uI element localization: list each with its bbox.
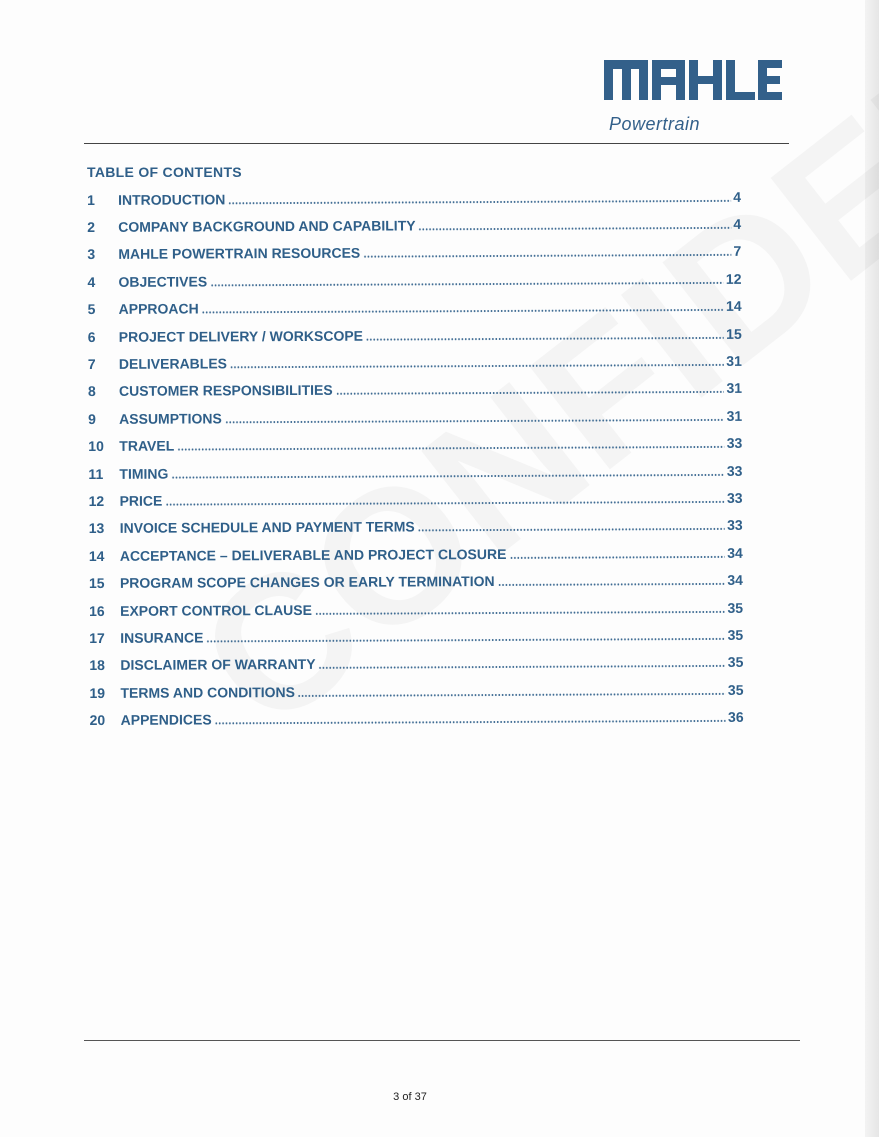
toc-entry-number: 17: [89, 629, 105, 646]
toc-entry-page: 15: [726, 325, 742, 342]
toc-entry-label: INTRODUCTION: [118, 191, 226, 208]
page-number: 3 of 37: [393, 1091, 427, 1103]
toc-entry-number: 19: [89, 684, 106, 701]
toc-entry-label: PRICE: [119, 492, 163, 509]
header-divider: [84, 143, 789, 144]
toc-entry-number: 10: [88, 438, 104, 455]
mahle-logo: [604, 58, 782, 102]
toc-entry-number: 5: [87, 301, 96, 318]
toc-entry[interactable]: [87, 210, 741, 241]
toc-dot-leader: [228, 199, 731, 205]
toc-entry-label: MAHLE POWERTRAIN RESOURCES: [118, 245, 361, 263]
toc-entry-page: 33: [726, 489, 743, 506]
toc-entry[interactable]: [88, 402, 742, 433]
toc-entry-number: 15: [88, 575, 105, 592]
toc-entry-label: INVOICE SCHEDULE AND PAYMENT TERMS: [119, 518, 415, 537]
toc-dot-leader: [509, 555, 725, 560]
toc-entry-page: 31: [726, 407, 743, 424]
toc-entry-label: TERMS AND CONDITIONS: [120, 683, 295, 701]
toc-entry-label: OBJECTIVES: [118, 273, 208, 290]
toc-dot-leader: [419, 226, 732, 232]
toc-dot-leader: [171, 472, 724, 479]
toc-entry-number: 4: [87, 273, 96, 290]
toc-entry-label: PROJECT DELIVERY / WORKSCOPE: [118, 327, 364, 345]
toc-dot-leader: [319, 664, 726, 670]
toc-entry-page: 34: [727, 544, 743, 561]
toc-entry[interactable]: [88, 292, 742, 323]
toc-entry-page: 33: [726, 462, 743, 479]
toc-entry-label: TRAVEL: [119, 437, 175, 455]
toc-entry-label: DELIVERABLES: [118, 355, 228, 372]
toc-dot-leader: [298, 692, 726, 698]
toc-entry-page: 34: [727, 571, 743, 589]
division-name: Powertrain: [608, 114, 700, 134]
toc-entry[interactable]: [87, 265, 741, 296]
toc-entry-number: 2: [87, 219, 96, 236]
toc-entry-number: 6: [87, 328, 96, 345]
toc-entry-label: APPENDICES: [120, 711, 212, 728]
toc-entry-number: 3: [87, 246, 96, 263]
toc-dot-leader: [215, 719, 726, 725]
toc-list: [87, 183, 744, 734]
toc-entry[interactable]: [87, 238, 741, 269]
toc-entry-number: 20: [89, 712, 106, 729]
toc-dot-leader: [498, 582, 726, 587]
toc-entry-page: 35: [727, 654, 744, 671]
toc-entry-number: 14: [88, 547, 105, 564]
toc-entry-page: 35: [727, 681, 744, 698]
toc-entry-label: EXPORT CONTROL CLAUSE: [120, 601, 312, 619]
toc-entry-page: 31: [726, 380, 743, 397]
mahle-logo-mark: [604, 58, 782, 102]
toc-dot-leader: [165, 500, 725, 507]
toc-entry[interactable]: [90, 703, 744, 734]
toc-entry-number: 11: [88, 465, 104, 482]
toc-entry[interactable]: [89, 566, 743, 597]
toc-entry-page: 7: [733, 243, 742, 260]
toc-entry-page: 12: [725, 270, 742, 287]
toc-dot-leader: [230, 363, 724, 369]
toc-entry-page: 31: [726, 352, 742, 369]
toc-entry-page: 33: [727, 517, 743, 534]
toc-entry-label: COMPANY BACKGROUND AND CAPABILITY: [118, 217, 416, 235]
toc-entry-label: INSURANCE: [120, 629, 204, 646]
toc-entry-label: PROGRAM SCOPE CHANGES OR EARLY TERMINATION: [119, 573, 495, 591]
toc-entry-page: 33: [726, 435, 743, 452]
toc-dot-leader: [210, 281, 724, 288]
toc-entry[interactable]: [88, 484, 742, 515]
toc-entry[interactable]: [89, 621, 743, 652]
toc-entry[interactable]: [89, 594, 743, 625]
toc-entry-label: CUSTOMER RESPONSIBILITIES: [118, 382, 333, 400]
toc-entry-label: DISCLAIMER OF WARRANTY: [120, 656, 316, 674]
toc-dot-leader: [363, 253, 731, 259]
toc-entry-number: 1: [87, 191, 95, 208]
toc-dot-leader: [315, 609, 726, 615]
toc-entry-page: 35: [727, 599, 744, 616]
toc-dot-leader: [366, 336, 724, 342]
toc-entry[interactable]: [89, 539, 743, 570]
toc-entry-page: 4: [733, 188, 742, 205]
toc-dot-leader: [202, 308, 724, 315]
toc-title: TABLE OF CONTENTS: [87, 164, 242, 180]
footer-divider: [84, 1040, 800, 1041]
toc-entry[interactable]: [88, 457, 742, 488]
toc-entry[interactable]: [89, 676, 743, 707]
toc-entry[interactable]: [89, 511, 743, 542]
toc-entry-page: 14: [725, 298, 742, 315]
toc-entry-number: 18: [89, 657, 105, 674]
toc-entry[interactable]: [88, 320, 742, 351]
toc-dot-leader: [418, 527, 725, 533]
toc-entry[interactable]: [87, 183, 741, 214]
toc-entry-label: APPROACH: [118, 300, 199, 318]
toc-entry-page: 36: [727, 708, 744, 725]
toc-entry-label: TIMING: [119, 465, 169, 482]
toc-dot-leader: [336, 390, 725, 396]
toc-entry-number: 12: [88, 492, 105, 509]
toc-entry-label: ASSUMPTIONS: [119, 410, 222, 427]
toc-entry[interactable]: [89, 648, 743, 679]
toc-dot-leader: [177, 445, 724, 452]
toc-entry-label: ACCEPTANCE – DELIVERABLE AND PROJECT CLOSURE: [119, 545, 507, 564]
toc-entry-page: 35: [727, 626, 744, 643]
toc-entry[interactable]: [88, 429, 742, 460]
toc-entry-page: 4: [733, 215, 742, 232]
toc-entry-number: 16: [89, 602, 105, 619]
toc-dot-leader: [206, 637, 725, 644]
toc-entry-number: 7: [87, 355, 96, 373]
toc-entry-number: 13: [88, 520, 105, 537]
toc-dot-leader: [225, 418, 725, 424]
toc-entry[interactable]: [88, 347, 742, 378]
toc-entry-number: 9: [88, 410, 96, 427]
toc-entry[interactable]: [88, 375, 742, 406]
toc-entry-number: 8: [87, 383, 96, 400]
